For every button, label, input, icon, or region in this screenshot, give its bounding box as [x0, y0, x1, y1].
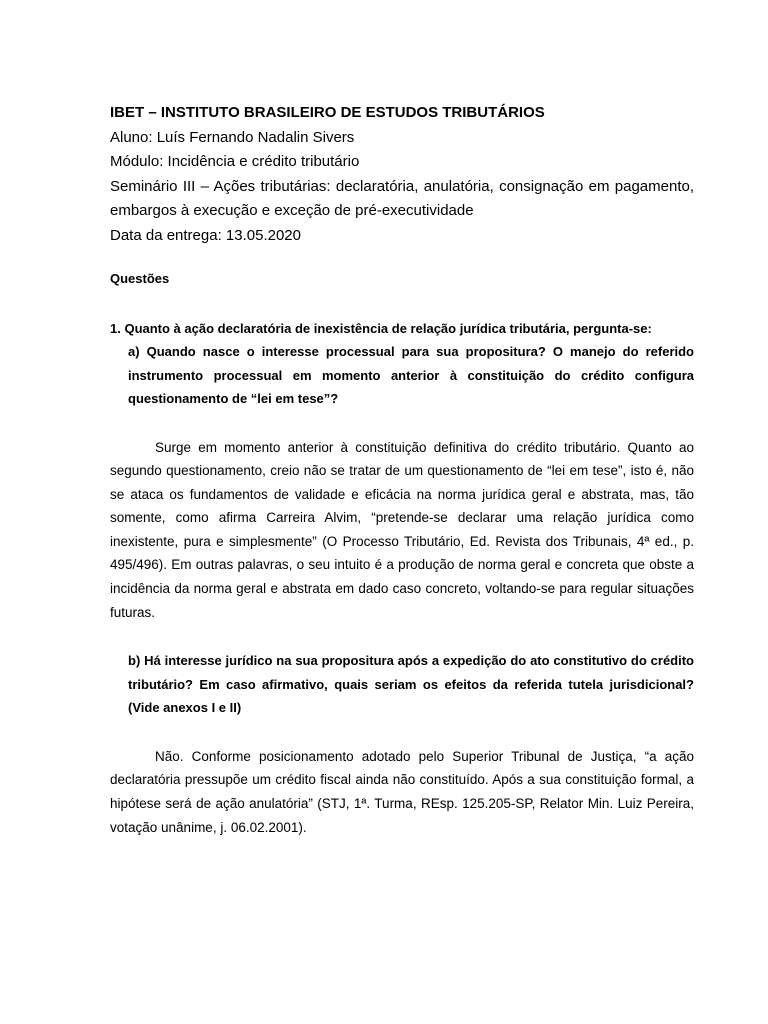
document-header [110, 101, 694, 248]
question-1-intro: 1. Quanto à ação declaratória de inexistência de relação jurídica tributária, pergunta-se: [110, 321, 652, 336]
section-title: Questões [110, 271, 170, 286]
question-1a: a) Quando nasce o interesse processual para sua propositura? O manejo do referido instrumento processual em momento anterior à constituição do crédito configura questionamento de “lei em tese”? [128, 344, 694, 406]
due-date: Data da entrega: 13.05.2020 [110, 226, 301, 244]
student-name: Aluno: Luís Fernando Nadalin Sivers [110, 128, 355, 146]
institution-title: IBET – INSTITUTO BRASILEIRO DE ESTUDOS TRIBUTÁRIOS [110, 104, 545, 121]
answer-1a: Surge em momento anterior à constituição definitiva do crédito tributário. Quanto ao segundo questionamento, creio não se tratar de um questionamento de “lei em tese”, isto é, não se ataca os fundamentos de validade e eficácia na norma jurídica geral e abstrata, mas, tão somente, como afirma Carreira Alvim, “pretende-se declarar uma relação jurídica como inexistente, pura e simplesmente” (O Processo Tributário, Ed. Revista dos Tribunais, 4ª ed., p. 495/496). Em outras palavras, o seu intuito é a produção de norma geral e concreta que obste a incidência da norma geral e abstrata em dado caso concreto, voltando-se para regular situações futuras. [110, 439, 694, 620]
document-content [110, 101, 694, 839]
seminar-title: Seminário III – Ações tributárias: declaratória, anulatória, consignação em pagamento, embargos à execução e exceção de pré-executividade [110, 177, 694, 219]
question-1b: b) Há interesse jurídico na sua propositura após a expedição do ato constitutivo do crédito tributário? Em caso afirmativo, quais seriam os efeitos da referida tutela jurisdicional? (Vide anexos I e II) [128, 653, 694, 716]
answer-1b: Não. Conforme posicionamento adotado pelo Superior Tribunal de Justiça, “a ação declaratória pressupõe um crédito fiscal ainda não constituído. Após a sua constituição formal, a hipótese será de ação anulatória” (STJ, 1ª. Turma, REsp. 125.205-SP, Relator Min. Luiz Pereira, votação unânime, j. 06.02.2001). [110, 748, 694, 835]
module-name: Módulo: Incidência e crédito tributário [110, 153, 360, 170]
